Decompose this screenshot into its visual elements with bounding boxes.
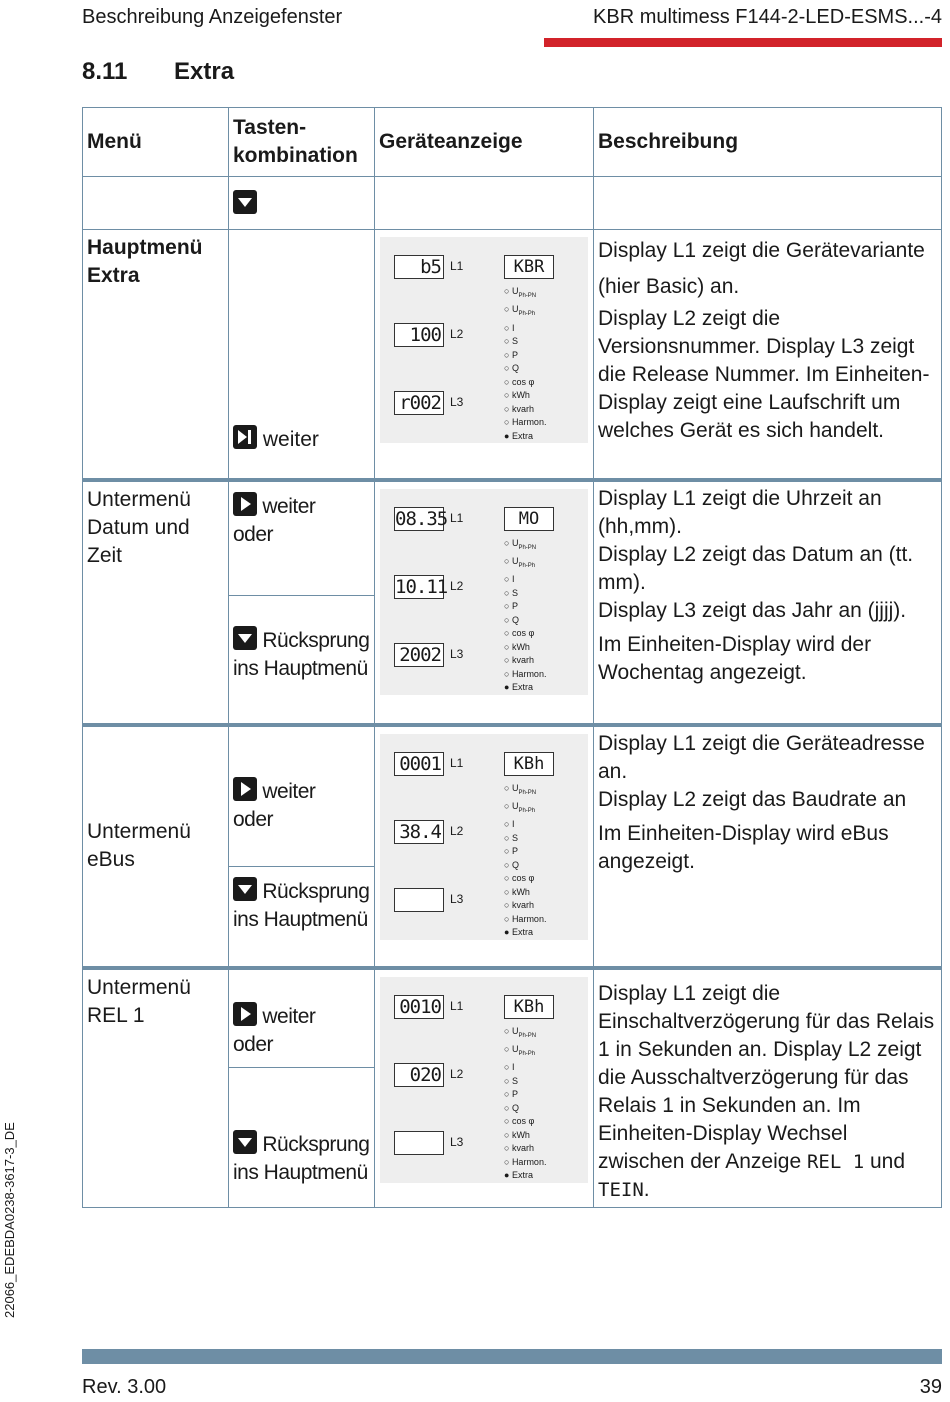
down-key-icon xyxy=(233,877,257,901)
display-l3 xyxy=(394,888,444,912)
unit-display: MO xyxy=(504,507,554,531)
table-header-row xyxy=(83,108,942,177)
right-key-icon xyxy=(233,777,257,801)
display-cell xyxy=(375,480,594,725)
key-label: weiter oder xyxy=(233,494,316,546)
section-title: Extra xyxy=(174,58,235,85)
table-row xyxy=(83,177,942,230)
header-display: Geräteanzeige xyxy=(375,108,594,177)
display-l2: 10.11 xyxy=(395,575,448,598)
display-l2: 100 xyxy=(394,323,444,347)
header-description: Beschreibung xyxy=(594,108,942,177)
section-heading xyxy=(82,58,234,86)
table-row xyxy=(83,230,942,480)
key-label: weiter xyxy=(262,427,319,451)
menu-table xyxy=(82,107,942,1208)
key-cell xyxy=(229,230,375,480)
display-cell xyxy=(375,725,594,968)
table-row xyxy=(83,480,942,725)
section-number: 8.11 xyxy=(82,58,128,85)
display-l1: 0001 xyxy=(394,752,444,776)
display-l1: 0010 xyxy=(394,995,444,1019)
header-accent-bar xyxy=(544,38,942,47)
key-cell xyxy=(229,725,375,968)
unit-display: KBh xyxy=(504,995,554,1019)
key-cell xyxy=(229,480,375,725)
header-product: KBR multimess F144-2-LED-ESMS...-4 xyxy=(593,6,942,28)
menu-cell: Untermenü eBus xyxy=(83,725,229,968)
description-cell: Display L1 zeigt die Uhrzeit an (hh,mm). Display L2 zeigt das Datum an (tt. mm). Display L3 zeigt das Jahr an (jjjj). Im Einheiten-Display wird der Wochentag angezeigt. xyxy=(594,480,942,725)
document-code: 22066_EDEBDA0238-3617-3_DE xyxy=(2,1122,17,1318)
display-cell xyxy=(375,968,594,1208)
display-l1: b5 xyxy=(394,255,444,279)
right-key-icon xyxy=(233,492,257,516)
down-key-icon xyxy=(233,190,257,214)
menu-cell: Untermenü Datum und Zeit xyxy=(83,480,229,725)
key-label: weiter oder xyxy=(233,779,316,831)
table-row xyxy=(83,725,942,968)
footer-bar xyxy=(82,1349,942,1364)
menu-cell: Untermenü REL 1 xyxy=(83,968,229,1208)
unit-display: KBh xyxy=(504,752,554,776)
device-display: 0001 L1 38.4 L2 L3 KBh ○ $U_{Ph-PN}$ ○ $U_{Ph-Ph}$ ○ I ○ S ○ P ○ Q ○ cos φ ○ kWh ○ kvarh ○ Harmon. ● Extra xyxy=(380,734,588,940)
description-cell: Display L1 zeigt die Geräteadresse an. Display L2 zeigt das Baudrate an Im Einheiten-Display wird eBus angezeigt. xyxy=(594,725,942,968)
key-cell xyxy=(229,968,375,1208)
indicator-list: ○ $U_{Ph-PN}$ ○ $U_{Ph-Ph}$ ○ I ○ S ○ P ○ Q ○ cos φ ○ kWh ○ kvarh ○ Harmon. ● Extra xyxy=(504,285,546,443)
description-cell: Display L1 zeigt die Einschaltverzögerung für das Relais 1 in Sekunden an. Display L2 zeigt die Ausschaltverzögerung für das Relais 1 in Sekunden an. Im Einheiten-Display Wechsel zwischen der Anzeige REL 1 und TEIN. xyxy=(594,968,942,1208)
display-l2-label: L2 xyxy=(450,327,464,341)
display-l1: 08.35 xyxy=(395,507,448,530)
page-number: 39 xyxy=(919,1376,942,1398)
description-cell: Display L1 zeigt die Gerätevariante (hier Basic) an. Display L2 zeigt die Versionsnummer. Display L3 zeigt die Release Nummer. Im Einheiten-Display zeigt eine Laufschrift um welches Gerät es sich handelt. xyxy=(594,230,942,480)
header-menu: Menü xyxy=(83,108,229,177)
display-l2: 020 xyxy=(394,1063,444,1087)
display-cell xyxy=(375,230,594,480)
device-display xyxy=(380,237,588,443)
device-display: 0010 L1 020 L2 L3 KBh ○ $U_{Ph-PN}$ ○ $U_{Ph-Ph}$ ○ I ○ S ○ P ○ Q ○ cos φ ○ kWh ○ kvarh ○ Harmon. ● Extra xyxy=(380,977,588,1183)
revision: Rev. 3.00 xyxy=(82,1376,167,1398)
display-l3: r002 xyxy=(394,391,444,415)
right-key-icon xyxy=(233,1002,257,1026)
unit-display: KBR xyxy=(504,255,554,279)
down-key-icon xyxy=(233,626,257,650)
key-label: Rücksprung ins Hauptmenü xyxy=(233,879,370,931)
display-l2: 38.4 xyxy=(394,820,444,844)
display-l1-label: L1 xyxy=(450,259,464,273)
key-label: Rücksprung ins Hauptmenü xyxy=(233,628,370,680)
key-label: Rücksprung ins Hauptmenü xyxy=(233,1132,370,1184)
device-display: 08.35 L1 10.11 L2 2002 L3 MO ○ $U_{Ph-PN}$ ○ $U_{Ph-Ph}$ ○ I ○ S ○ P ○ Q ○ cos φ ○ kWh ○ kvarh ○ Harmon. ● Extra xyxy=(380,489,588,695)
header-keys: Tasten- kombination xyxy=(229,108,375,177)
indicator-list: ○ $U_{Ph-PN}$ ○ $U_{Ph-Ph}$ ○ I ○ S ○ P ○ Q ○ cos φ ○ kWh ○ kvarh ○ Harmon. ● Extra xyxy=(504,1025,546,1183)
indicator-list: ○ $U_{Ph-PN}$ ○ $U_{Ph-Ph}$ ○ I ○ S ○ P ○ Q ○ cos φ ○ kWh ○ kvarh ○ Harmon. ● Extra xyxy=(504,537,546,695)
down-key-icon xyxy=(233,1130,257,1154)
display-l3-label: L3 xyxy=(450,395,464,409)
key-label: weiter oder xyxy=(233,1004,316,1056)
table-row xyxy=(83,968,942,1208)
header-chapter: Beschreibung Anzeigefenster xyxy=(82,6,343,28)
display-l3 xyxy=(394,1131,444,1155)
display-l3: 2002 xyxy=(394,643,444,667)
indicator-list: ○ $U_{Ph-PN}$ ○ $U_{Ph-Ph}$ ○ I ○ S ○ P ○ Q ○ cos φ ○ kWh ○ kvarh ○ Harmon. ● Extra xyxy=(504,782,546,940)
menu-cell: Hauptmenü Extra xyxy=(83,230,229,480)
skip-key-icon xyxy=(233,425,257,449)
